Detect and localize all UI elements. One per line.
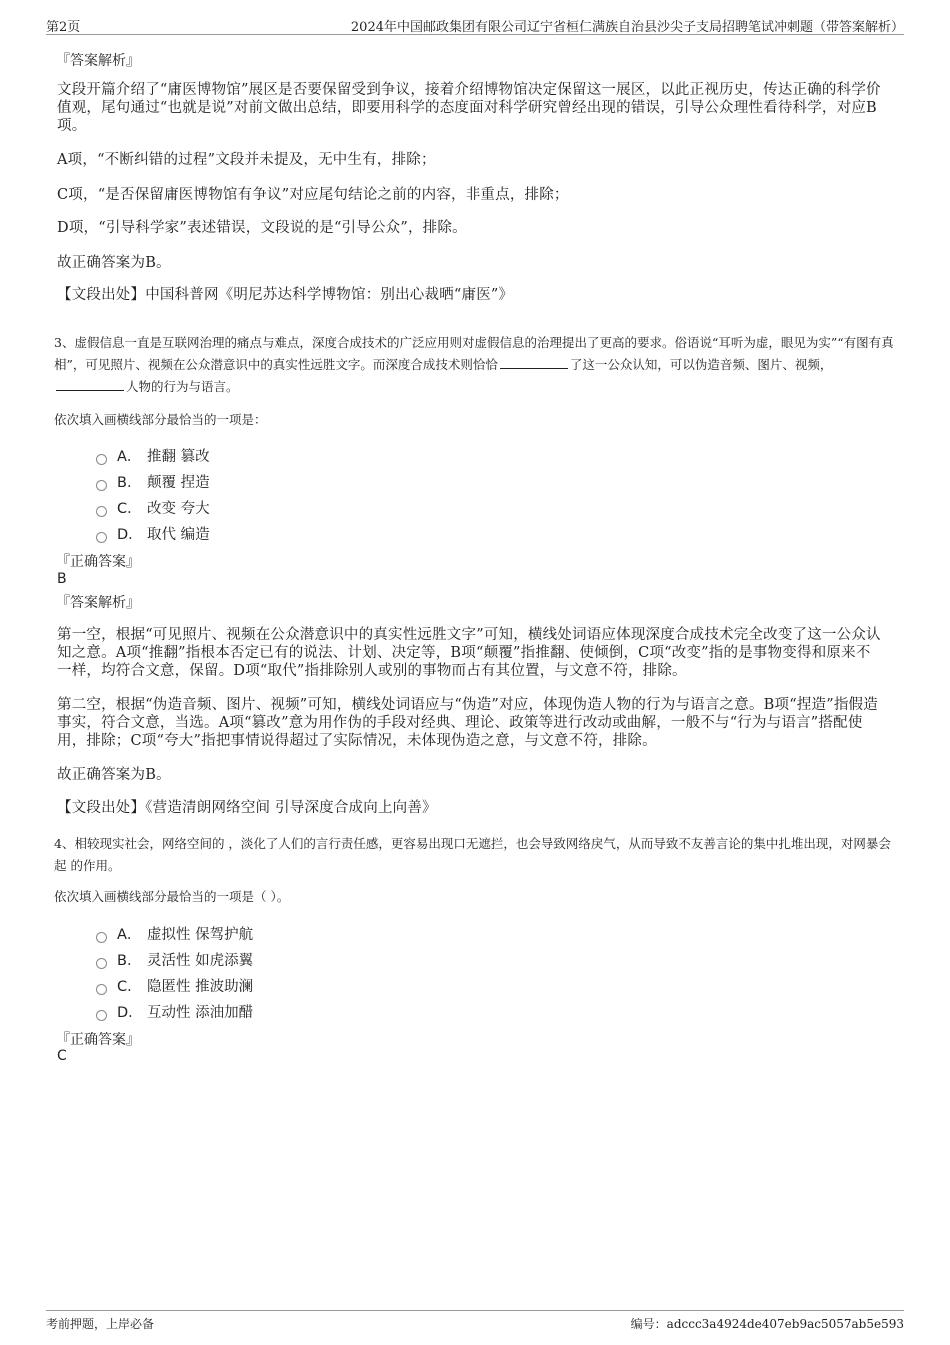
document-title: 2024年中国邮政集团有限公司辽宁省桓仁满族自治县沙尖子支局招聘笔试冲刺题（带答案解析） xyxy=(350,20,904,35)
analysis-paragraph: 第一空，根据“可见照片、视频在公众潜意识中的真实性远胜文字”可知，横线处词语应体现深度合成技术完全改变了这一公众认知之意。A项“推翻”指根本否定已有的说法、计划、决定等，B项“颠覆”指推翻、使倾倒，C项“改变”指的是事物变得和原来不一样，均符合文意，保留。D项“取代”指排除别人或别的事物而占有其位置，与文意不符，排除。 xyxy=(57,627,881,679)
analysis-paragraph: A项，“不断纠错的过程”文段并未提及，无中生有，排除； xyxy=(57,152,436,168)
analysis-paragraph: C项，“是否保留庸医博物馆有争议”对应尾句结论之前的内容，非重点，排除； xyxy=(57,187,569,203)
source-citation: 【文段出处】中国科普网《明尼苏达科学博物馆：别出心裁晒“庸医”》 xyxy=(57,287,514,303)
page-footer xyxy=(46,1310,904,1335)
radio-button[interactable] xyxy=(96,958,107,969)
question-stem: 3、虚假信息一直是互联网治理的痛点与难点，深度合成技术的广泛应用则对虚假信息的治理提出了更高的要求。俗语说“耳听为虚，眼见为实”“有图有真相”，可见照片、视频在公众潜意识中的真实性远胜文字。而深度合成技术则恰恰 了这一公众认知，可以伪造音频、图片、视频，人物的行为与语言。 xyxy=(54,335,894,394)
answer-blank xyxy=(500,355,568,369)
option-a[interactable]: A． 推翻 篡改 xyxy=(96,445,210,465)
option-a[interactable]: A． 虚拟性 保驾护航 xyxy=(96,923,253,943)
radio-button[interactable] xyxy=(96,1010,107,1021)
option-b[interactable]: B． 颠覆 捏造 xyxy=(96,471,210,491)
option-d[interactable]: D． 互动性 添油加醋 xyxy=(96,1001,253,1021)
radio-button[interactable] xyxy=(96,454,107,465)
option-d[interactable]: D． 取代 编造 xyxy=(96,523,210,543)
correct-answer: C xyxy=(57,1048,67,1064)
analysis-conclusion: 故正确答案为B。 xyxy=(57,767,171,783)
radio-button[interactable] xyxy=(96,480,107,491)
answer-label: 『正确答案』 xyxy=(56,1032,140,1048)
document-id: 编号：adccc3a4924de407eb9ac5057ab5e593 xyxy=(630,1317,904,1331)
analysis-conclusion: 故正确答案为B。 xyxy=(57,255,171,271)
analysis-paragraph: 文段开篇介绍了“庸医博物馆”展区是否要保留受到争议，接着介绍博物馆决定保留这一展区，以此正视历史，传达正确的科学价值观，尾句通过“也就是说”对前文做出总结，即要用科学的态度面对科学研究曾经出现的错误，引导公众理性看待科学，对应B项。 xyxy=(57,82,881,134)
question-stem: 4、相较现实社会，网络空间的 ，淡化了人们的言行责任感，更容易出现口无遮拦，也会导致网络戾气，从而导致不友善言论的集中扎堆出现，对网暴会起 的作用。 xyxy=(54,836,891,873)
page-number: 第2页 xyxy=(46,20,81,35)
answer-blank xyxy=(56,377,124,391)
radio-button[interactable] xyxy=(96,984,107,995)
answer-label: 『正确答案』 xyxy=(56,554,140,570)
analysis-label: 『答案解析』 xyxy=(56,595,140,611)
question-instruction: 依次填入画横线部分最恰当的一项是（ ）。 xyxy=(54,889,290,904)
footer-slogan: 考前押题，上岸必备 xyxy=(46,1317,155,1331)
option-c[interactable]: C． 隐匿性 推波助澜 xyxy=(96,975,253,995)
radio-button[interactable] xyxy=(96,532,107,543)
page-header xyxy=(46,14,904,35)
analysis-paragraph: 第二空，根据“伪造音频、图片、视频”可知，横线处词语应与“伪造”对应，体现伪造人物的行为与语言之意。B项“捏造”指假造事实，符合文意，当选。A项“篡改”意为用作伪的手段对经典、理论、政策等进行改动或曲解，一般不与“行为与语言”搭配使用，排除；C项“夸大”指把事情说得超过了实际情况，未体现伪造之意，与文意不符，排除。 xyxy=(57,697,878,749)
source-citation: 【文段出处】《营造清朗网络空间 引导深度合成向上向善》 xyxy=(57,800,437,816)
radio-button[interactable] xyxy=(96,506,107,517)
option-b[interactable]: B． 灵活性 如虎添翼 xyxy=(96,949,253,969)
radio-button[interactable] xyxy=(96,932,107,943)
analysis-label: 『答案解析』 xyxy=(56,53,140,69)
correct-answer: B xyxy=(57,571,67,587)
analysis-paragraph: D项，“引导科学家”表述错误，文段说的是“引导公众”，排除。 xyxy=(57,220,467,236)
question-instruction: 依次填入画横线部分最恰当的一项是： xyxy=(54,412,267,427)
option-c[interactable]: C． 改变 夸大 xyxy=(96,497,210,517)
